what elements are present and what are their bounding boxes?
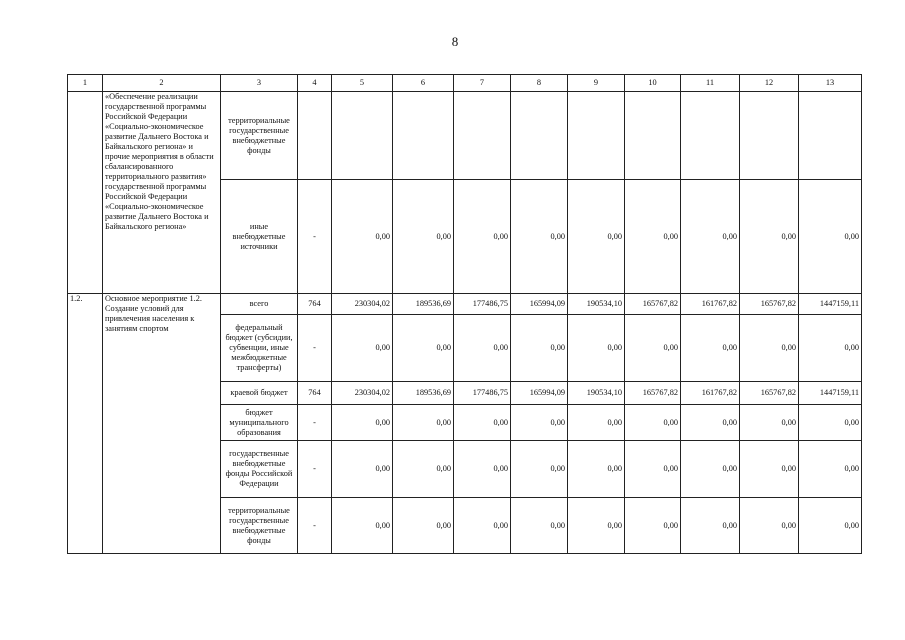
value-cell: 0,00 bbox=[511, 315, 568, 382]
value-cell: 0,00 bbox=[454, 315, 511, 382]
value-cell: 0,00 bbox=[681, 498, 740, 554]
value-cell: 0,00 bbox=[511, 405, 568, 441]
value-cell: 0,00 bbox=[568, 405, 625, 441]
value-cell: 165767,82 bbox=[740, 294, 799, 315]
value-cell: 161767,82 bbox=[681, 294, 740, 315]
value-cell: 0,00 bbox=[393, 441, 454, 498]
value-cell: 0,00 bbox=[625, 405, 681, 441]
value-cell: 0,00 bbox=[568, 315, 625, 382]
value-cell: 190534,10 bbox=[568, 382, 625, 405]
value-cell: 0,00 bbox=[625, 441, 681, 498]
header-cell: 10 bbox=[625, 75, 681, 92]
value-cell: 0,00 bbox=[625, 498, 681, 554]
funding-source: территориальные государственные внебюджетные фонды bbox=[221, 92, 298, 180]
value-cell: - bbox=[298, 180, 332, 294]
header-cell: 1 bbox=[68, 75, 103, 92]
value-cell bbox=[332, 92, 393, 180]
budget-table bbox=[67, 74, 862, 554]
value-cell: - bbox=[298, 441, 332, 498]
value-cell: 165994,09 bbox=[511, 382, 568, 405]
row-description: Основное мероприятие 1.2. Создание условий для привлечения населения к занятиям спортом bbox=[103, 294, 221, 554]
value-cell: 0,00 bbox=[740, 405, 799, 441]
funding-source: государственные внебюджетные фонды Российской Федерации bbox=[221, 441, 298, 498]
value-cell: 0,00 bbox=[511, 180, 568, 294]
value-cell bbox=[511, 92, 568, 180]
value-cell: 764 bbox=[298, 294, 332, 315]
value-cell: 0,00 bbox=[799, 180, 862, 294]
value-cell: 0,00 bbox=[332, 315, 393, 382]
funding-source: федеральный бюджет (субсидии, субвенции, иные межбюджетные трансферты) bbox=[221, 315, 298, 382]
value-cell bbox=[681, 92, 740, 180]
value-cell: 1447159,11 bbox=[799, 294, 862, 315]
value-cell bbox=[740, 92, 799, 180]
value-cell: 0,00 bbox=[454, 441, 511, 498]
value-cell: 0,00 bbox=[740, 315, 799, 382]
header-cell: 11 bbox=[681, 75, 740, 92]
value-cell: 165767,82 bbox=[625, 294, 681, 315]
value-cell: 0,00 bbox=[681, 315, 740, 382]
value-cell: 0,00 bbox=[625, 180, 681, 294]
table-row bbox=[68, 92, 862, 180]
header-cell: 3 bbox=[221, 75, 298, 92]
value-cell: 161767,82 bbox=[681, 382, 740, 405]
value-cell: 0,00 bbox=[393, 315, 454, 382]
value-cell: 1447159,11 bbox=[799, 382, 862, 405]
header-cell: 8 bbox=[511, 75, 568, 92]
header-cell: 12 bbox=[740, 75, 799, 92]
value-cell: 0,00 bbox=[681, 405, 740, 441]
value-cell bbox=[454, 92, 511, 180]
value-cell: 177486,75 bbox=[454, 294, 511, 315]
value-cell: 0,00 bbox=[740, 441, 799, 498]
value-cell: 189536,69 bbox=[393, 382, 454, 405]
value-cell: 190534,10 bbox=[568, 294, 625, 315]
header-cell: 6 bbox=[393, 75, 454, 92]
value-cell: 189536,69 bbox=[393, 294, 454, 315]
header-cell: 2 bbox=[103, 75, 221, 92]
value-cell: 0,00 bbox=[568, 180, 625, 294]
value-cell: 0,00 bbox=[799, 441, 862, 498]
value-cell: - bbox=[298, 498, 332, 554]
header-cell: 13 bbox=[799, 75, 862, 92]
table-header-row bbox=[68, 75, 862, 92]
value-cell: - bbox=[298, 405, 332, 441]
value-cell: 0,00 bbox=[332, 498, 393, 554]
value-cell: 0,00 bbox=[568, 498, 625, 554]
value-cell: 0,00 bbox=[740, 180, 799, 294]
value-cell: 230304,02 bbox=[332, 382, 393, 405]
value-cell: 0,00 bbox=[332, 180, 393, 294]
funding-source: иные внебюджетные источники bbox=[221, 180, 298, 294]
header-cell: 5 bbox=[332, 75, 393, 92]
value-cell: 0,00 bbox=[393, 498, 454, 554]
row-code bbox=[68, 92, 103, 294]
row-description: «Обеспечение реализации государственной программы Российской Федерации «Социально-экономическое развитие Дальнего Востока и Байкальского региона» и прочие мероприятия в области сбалансированного территориального развития» государственной программы Российской Федерации «Социально-экономическое развитие Дальнего Востока и Байкальского региона» bbox=[103, 92, 221, 294]
value-cell: 0,00 bbox=[799, 315, 862, 382]
value-cell: 165767,82 bbox=[740, 382, 799, 405]
value-cell: 0,00 bbox=[625, 315, 681, 382]
value-cell: 0,00 bbox=[454, 405, 511, 441]
value-cell bbox=[298, 92, 332, 180]
value-cell: 165994,09 bbox=[511, 294, 568, 315]
funding-source: бюджет муниципального образования bbox=[221, 405, 298, 441]
value-cell: 764 bbox=[298, 382, 332, 405]
value-cell: 0,00 bbox=[511, 441, 568, 498]
value-cell bbox=[568, 92, 625, 180]
row-code: 1.2. bbox=[68, 294, 103, 554]
header-cell: 7 bbox=[454, 75, 511, 92]
value-cell: 0,00 bbox=[393, 405, 454, 441]
header-cell: 9 bbox=[568, 75, 625, 92]
table-row bbox=[68, 294, 862, 315]
header-cell: 4 bbox=[298, 75, 332, 92]
value-cell: 177486,75 bbox=[454, 382, 511, 405]
value-cell: - bbox=[298, 315, 332, 382]
value-cell: 230304,02 bbox=[332, 294, 393, 315]
value-cell bbox=[393, 92, 454, 180]
value-cell: 0,00 bbox=[799, 405, 862, 441]
value-cell: 0,00 bbox=[681, 441, 740, 498]
page-number: 8 bbox=[451, 34, 459, 49]
funding-source: краевой бюджет bbox=[221, 382, 298, 405]
value-cell: 0,00 bbox=[332, 441, 393, 498]
value-cell: 0,00 bbox=[740, 498, 799, 554]
funding-source: всего bbox=[221, 294, 298, 315]
value-cell: 0,00 bbox=[511, 498, 568, 554]
value-cell bbox=[799, 92, 862, 180]
value-cell: 0,00 bbox=[681, 180, 740, 294]
value-cell bbox=[625, 92, 681, 180]
value-cell: 0,00 bbox=[393, 180, 454, 294]
value-cell: 0,00 bbox=[454, 180, 511, 294]
value-cell: 165767,82 bbox=[625, 382, 681, 405]
value-cell: 0,00 bbox=[568, 441, 625, 498]
value-cell: 0,00 bbox=[454, 498, 511, 554]
funding-source: территориальные государственные внебюджетные фонды bbox=[221, 498, 298, 554]
value-cell: 0,00 bbox=[799, 498, 862, 554]
value-cell: 0,00 bbox=[332, 405, 393, 441]
